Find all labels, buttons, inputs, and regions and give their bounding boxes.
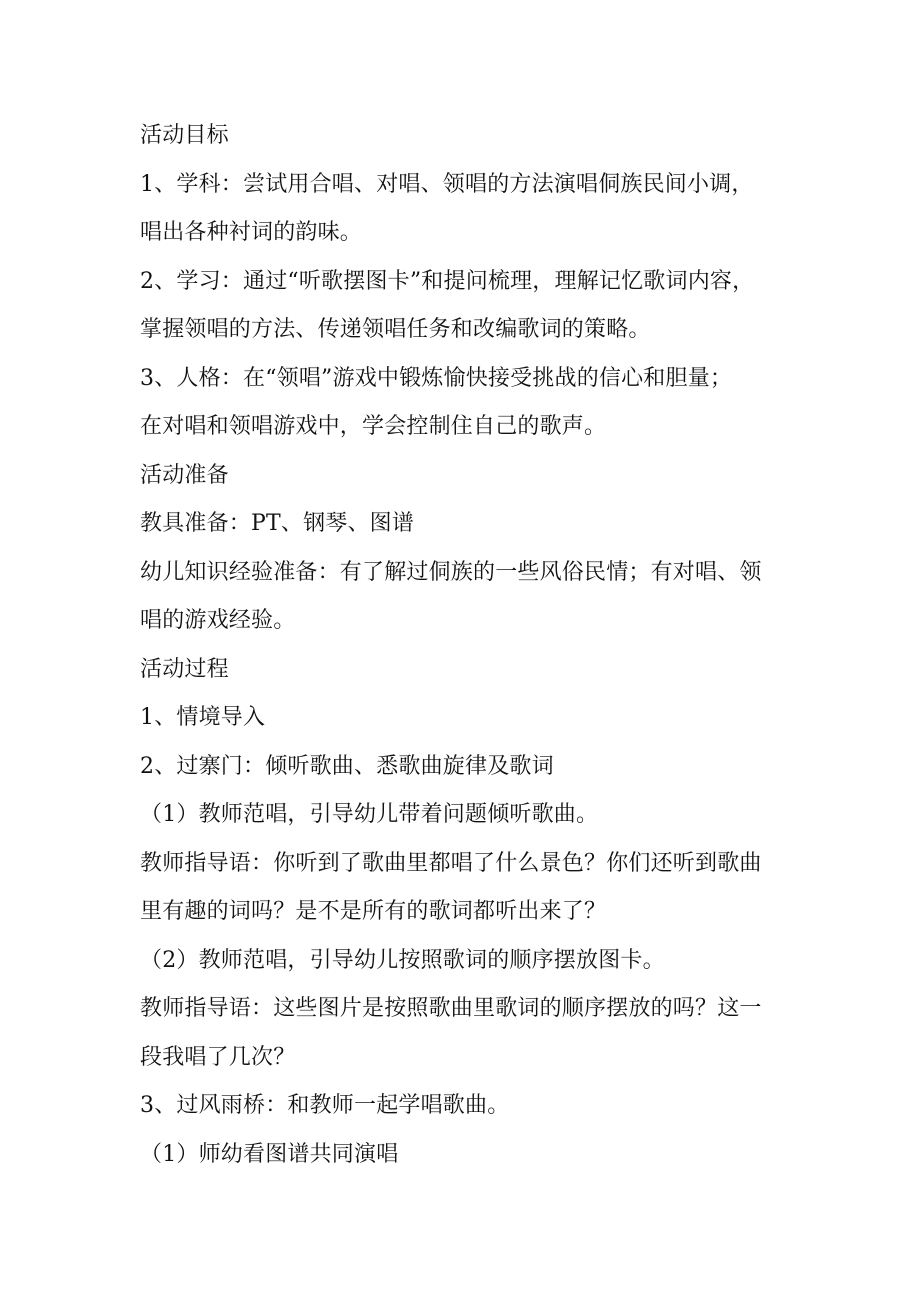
guidance-2-line-2: 段我唱了几次？ bbox=[140, 1044, 296, 1070]
child-experience-line-2: 唱的游戏经验。 bbox=[140, 608, 296, 633]
step-2-sub-1-line: （1）教师范唱，引导幼儿带着问题倾听歌曲。 bbox=[140, 802, 599, 827]
goal-2-line-2: 掌握领唱的方法、传递领唱任务和改编歌词的策略。 bbox=[140, 317, 651, 342]
section-heading-process: 活动过程 bbox=[140, 656, 229, 682]
guidance-1-line-1: 教师指导语：你听到了歌曲里都唱了什么景色？你们还听到歌曲 bbox=[140, 850, 762, 876]
step-2-line: 2、过寨门：倾听歌曲、悉歌曲旋律及歌词 bbox=[140, 753, 554, 779]
step-3-sub-1-line: （1）师幼看图谱共同演唱 bbox=[140, 1141, 399, 1167]
section-heading-goals: 活动目标 bbox=[140, 123, 229, 148]
document-body bbox=[140, 112, 800, 1179]
goal-1-line-2: 唱出各种衬词的韵味。 bbox=[140, 220, 363, 245]
step-2-sub-2-line: （2）教师范唱，引导幼儿按照歌词的顺序摆放图卡。 bbox=[140, 947, 665, 973]
goal-2-line-1: 2、学习：通过“听歌摆图卡”和提问梳理，理解记忆歌词内容， bbox=[140, 268, 755, 294]
section-heading-preparation: 活动准备 bbox=[140, 462, 229, 488]
teaching-aids-line: 教具准备：PT、钢琴、图谱 bbox=[140, 511, 415, 536]
goal-1-line-1: 1、学科：尝试用合唱、对唱、领唱的方法演唱侗族民间小调， bbox=[140, 171, 754, 197]
guidance-2-line-1: 教师指导语：这些图片是按照歌曲里歌词的顺序摆放的吗？这一 bbox=[140, 996, 762, 1021]
guidance-1-line-2: 里有趣的词吗？是不是所有的歌词都听出来了？ bbox=[140, 899, 607, 924]
step-3-line: 3、过风雨桥：和教师一起学唱歌曲。 bbox=[140, 1093, 510, 1118]
goal-3-line-1: 3、人格：在“领唱”游戏中锻炼愉快接受挑战的信心和胆量； bbox=[140, 365, 733, 391]
step-1-line: 1、情境导入 bbox=[140, 705, 266, 730]
goal-3-line-2: 在对唱和领唱游戏中，学会控制住自己的歌声。 bbox=[140, 414, 607, 439]
child-experience-line-1: 幼儿知识经验准备：有了解过侗族的一些风俗民情；有对唱、领 bbox=[140, 559, 762, 585]
